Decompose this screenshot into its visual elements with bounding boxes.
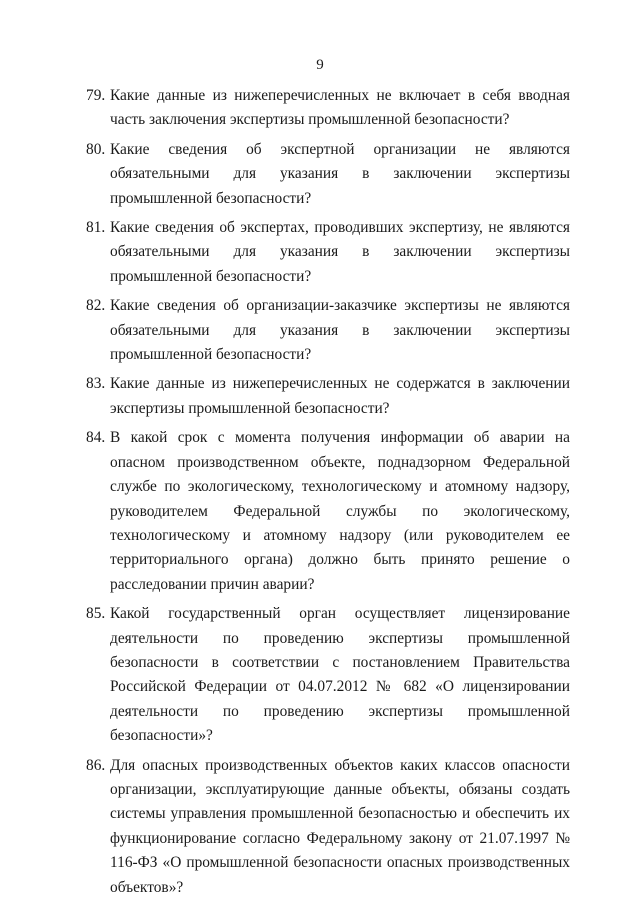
question-text: Какие данные из нижеперечисленных не включает в себя вводная часть заключения экспертизы промышленной безопасности?: [110, 87, 570, 129]
page-number: 9: [316, 57, 324, 73]
question-item-80: [86, 138, 570, 211]
question-item-84: [86, 426, 570, 597]
question-text: В какой срок с момента получения информации об аварии на опасном производственном объекте, поднадзорном Федеральной службе по экологическому, технологическому и атомному надзору, руководителем Федеральной службы по экологическому, технологическому и атомному надзору (или руководителем ее территориального органа) должно быть принято решение о расследовании причин аварии?: [110, 429, 570, 593]
question-number: 79.: [86, 87, 106, 104]
question-item-86: [86, 754, 570, 900]
question-number: 81.: [86, 219, 106, 237]
question-item-81: [86, 216, 570, 289]
question-item-82: [86, 294, 570, 367]
question-number: 84.: [86, 429, 106, 447]
question-text: Какой государственный орган осуществляет лицензирование деятельности по проведению экспертизы промышленной безопасности в соответствии с постановлением Правительства Российской Федерации от 04.07.2012 № 682 «О лицензировании деятельности по проведению экспертизы промышленной безопасности»?: [110, 605, 570, 745]
question-text: Какие сведения об экспертной организации не являются обязательными для указания в заключении экспертизы промышленной безопасности?: [110, 140, 570, 207]
question-item-83: [86, 372, 570, 421]
question-item-85: [86, 602, 570, 748]
question-list: [86, 84, 570, 905]
question-text: Какие сведения об экспертах, проводивших экспертизу, не являются обязательными для указания в заключении экспертизы промышленной безопасности?: [110, 219, 570, 285]
question-text: Какие сведения об организации-заказчике экспертизы не являются обязательными для указания в заключении экспертизы промышленной безопасности?: [110, 297, 570, 364]
question-number: 82.: [86, 297, 106, 315]
question-number: 80.: [86, 140, 106, 158]
question-number: 85.: [86, 605, 106, 623]
question-item-79: [86, 84, 570, 133]
question-number: 86.: [86, 756, 106, 774]
question-number: 83.: [86, 375, 106, 393]
question-text: Какие данные из нижеперечисленных не содержатся в заключении экспертизы промышленной безопасности?: [110, 375, 570, 417]
question-text: Для опасных производственных объектов каких классов опасности организации, эксплуатирующие данные объекты, обязаны создать системы управления промышленной безопасностью и обеспечить их функционирование согласно Федеральному закону от 21.07.1997 № 116-ФЗ «О промышленной безопасности опасных производственных объектов»?: [110, 756, 570, 896]
